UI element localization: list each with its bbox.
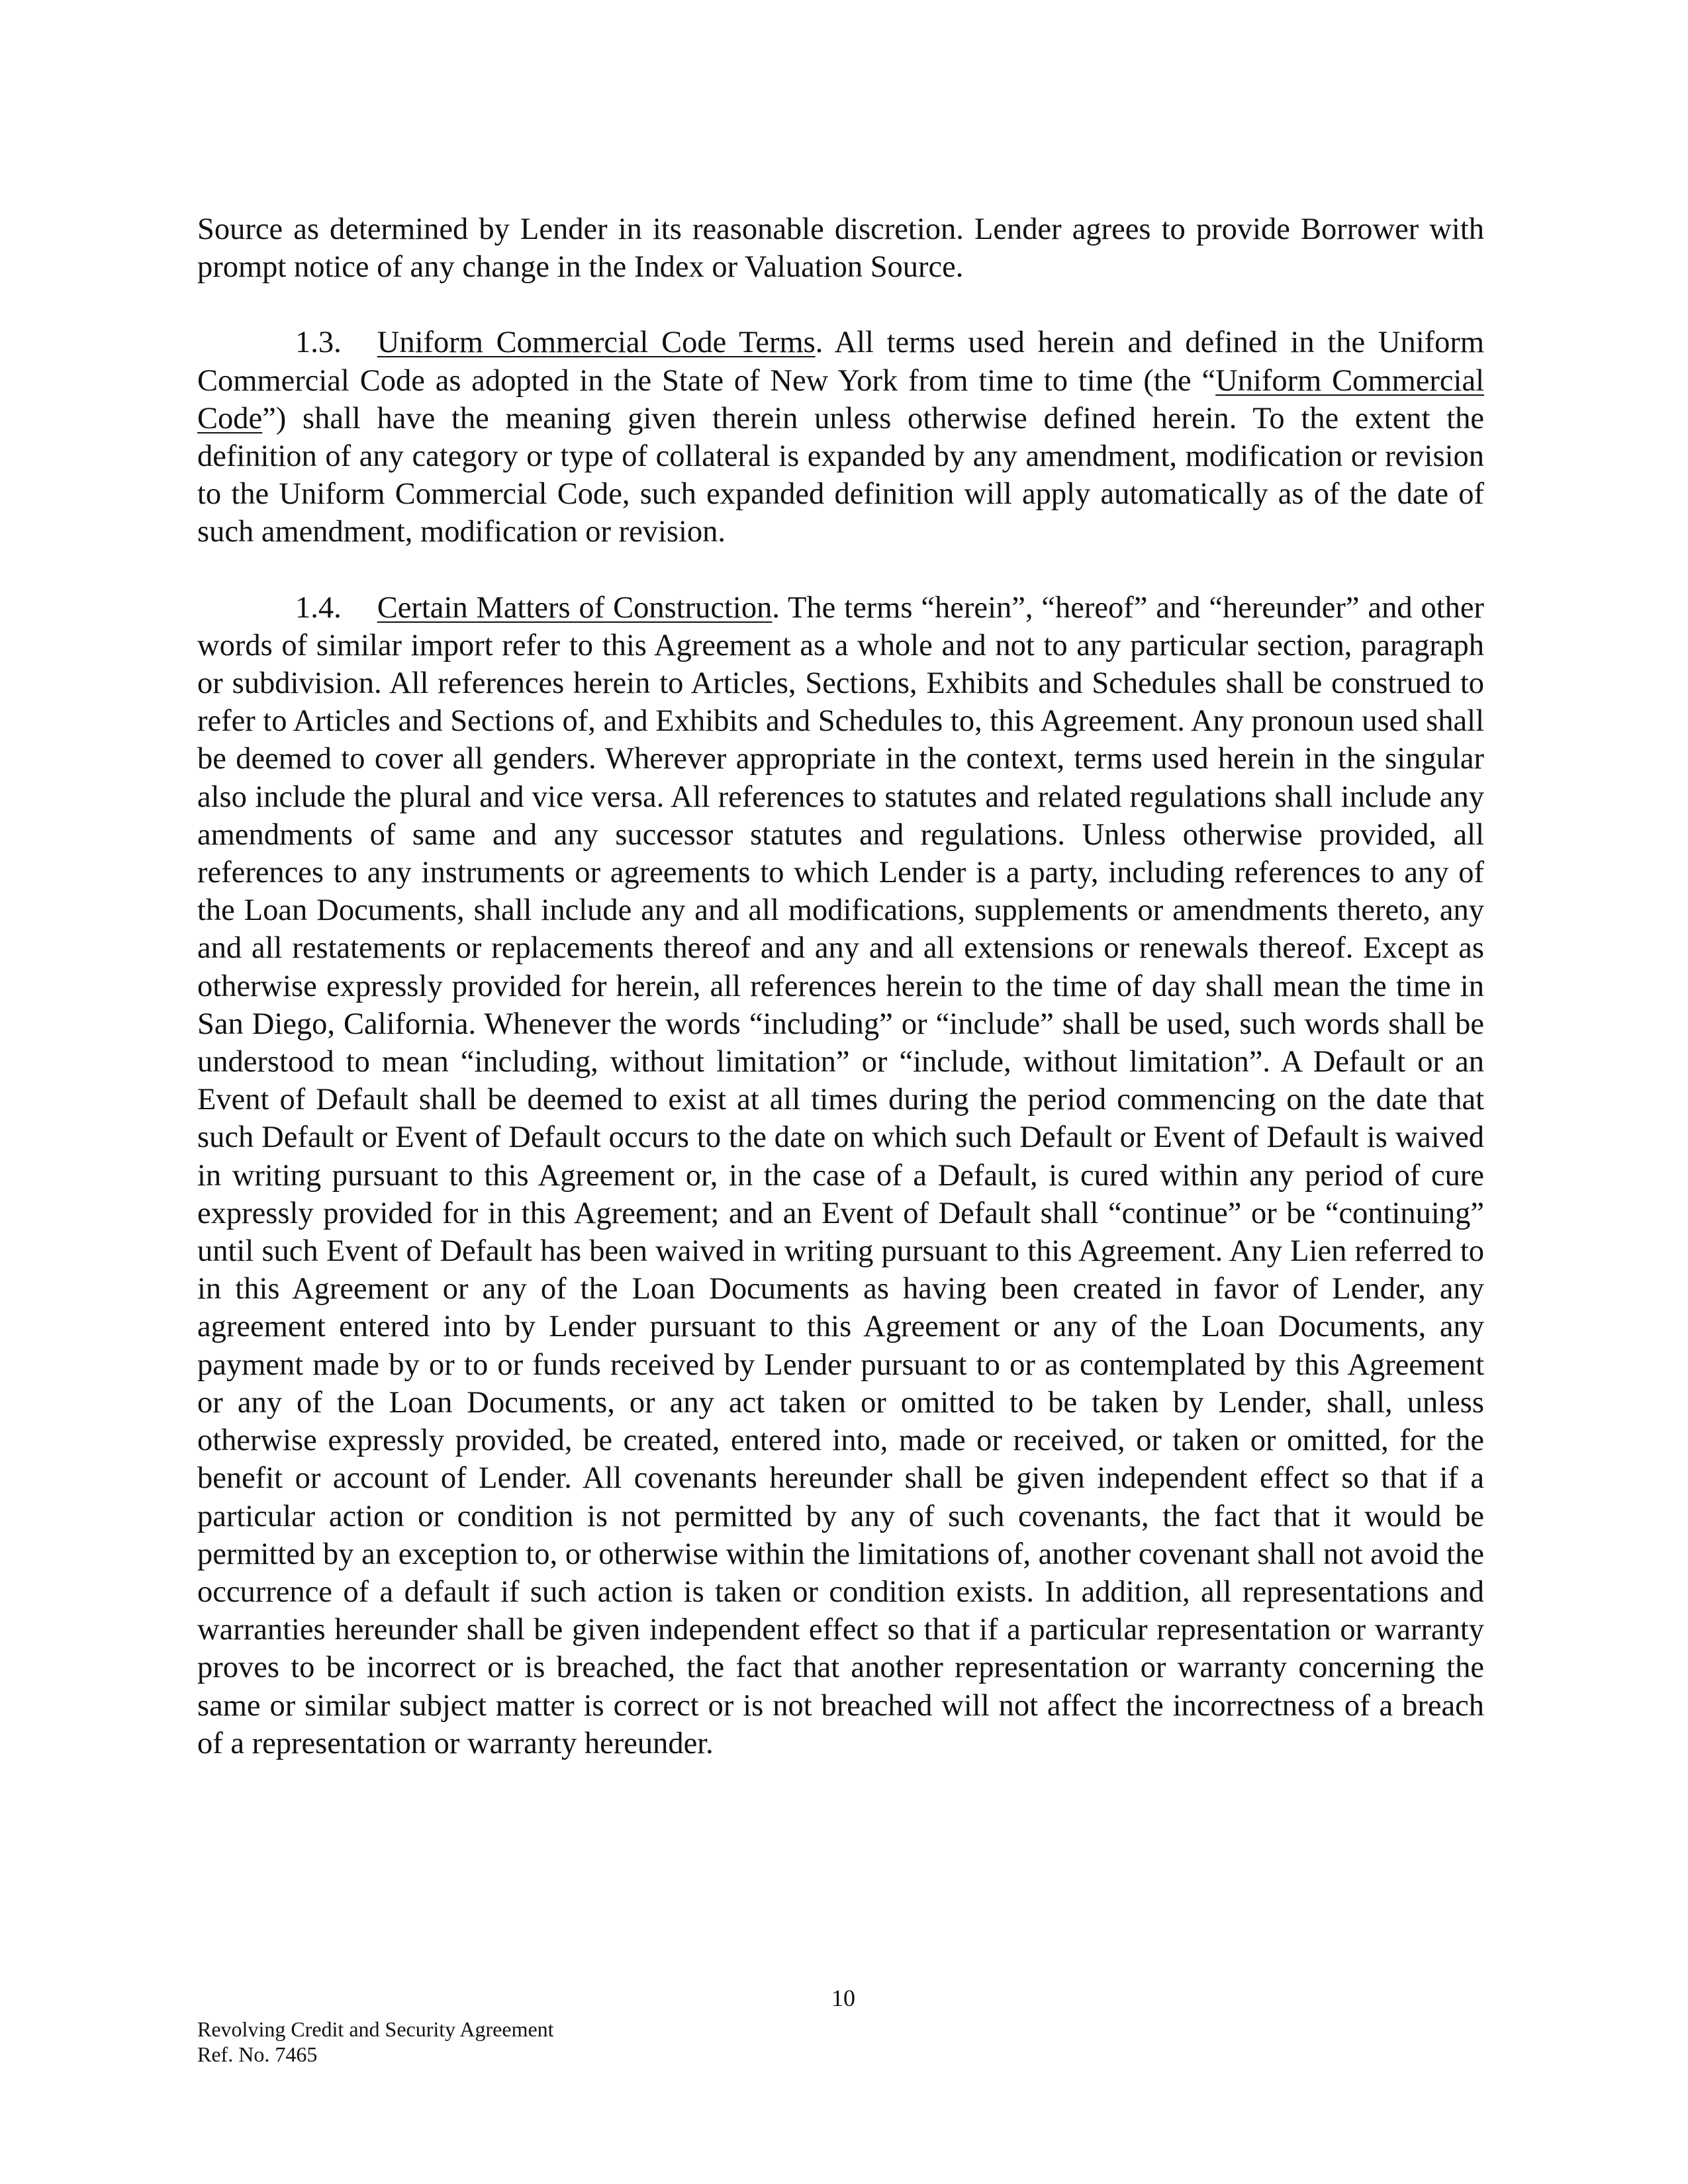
footer (197, 2017, 554, 2067)
footer-reference-number: Ref. No. 7465 (197, 2042, 318, 2066)
section-1-3-text-1: . All terms used herein and defined in the Uniform Commercial Code as adopted in the State of New York from time to time (the “ (197, 326, 1485, 398)
section-1-4-heading: Certain Matters of Construction (377, 590, 773, 625)
section-1-4-paragraph (197, 589, 1484, 1762)
section-1-4-text: . The terms “herein”, “hereof” and “hereunder” and other words of similar import refer to this Agreement as a whole and not to any particular section, paragraph or subdivision. All references herein to Articles, Sections, Exhibits and Schedules shall be construed to refer to Articles and Sections of, and Exhibits and Schedules to, this Agreement. Any pronoun used shall be deemed to cover all genders. Wherever appropriate in the context, terms used herein in the singular also include the plural and vice versa. All references to statutes and related regulations shall include any amendments of same and any successor statutes and regulations. Unless otherwise provided, all references to any instruments or agreements to which Lender is a party, including references to any of the Loan Documents, shall include any and all modifications, supplements or amendments thereto, any and all restatements or replacements thereof and any and all extensions or renewals thereof. Except as otherwise expressly provided for herein, all references herein to the time of day shall mean the time in San Diego, California. Whenever the words “including” or “include” shall be used, such words shall be understood to mean “including, without limitation” or “include, without limitation”. A Default or an Event of Default shall be deemed to exist at all times during the period commencing on the date that such Default or Event of Default occurs to the date on which such Default or Event of Default is waived in writing pursuant to this Agreement or, in the case of a Default, is cured within any period of cure expressly provided for in this Agreement; and an Event of Default shall “continue” or be “continuing” until such Event of Default has been waived in writing pursuant to this Agreement. Any Lien referred to in this Agreement or any of the Loan Documents as having been created in favor of Lender, any agreement entered into by Lender pursuant to this Agreement or any of the Loan Documents, any payment made by or to or funds received by Lender pursuant to or as contemplated by this Agreement or any of the Loan Documents, or any act taken or omitted to be taken by Lender, shall, unless otherwise expressly provided, be created, entered into, made or received, or taken or omitted, for the benefit or account of Lender. All covenants hereunder shall be given independent effect so that if a particular action or condition is not permitted by any of such covenants, the fact that it would be permitted by an exception to, or otherwise within the limitations of, another covenant shall not avoid the occurrence of a default if such action is taken or condition exists. In addition, all representations and warranties hereunder shall be given independent effect so that if a particular representation or warranty proves to be incorrect or is breached, the fact that another representation or warranty concerning the same or similar subject matter is correct or is not breached will not affect the incorrectness of a breach of a representation or warranty hereunder. (197, 590, 1485, 1760)
section-1-3-heading: Uniform Commercial Code Terms (377, 326, 816, 360)
section-1-3-number: 1.3. (295, 326, 342, 360)
intro-paragraph: Source as determined by Lender in its reasonable discretion. Lender agrees to provide Borrower with prompt notice of any change in the Index or Valuation Source. (197, 212, 1484, 285)
section-1-3-text-2: ”) shall have the meaning given therein unless otherwise defined herein. To the extent the definition of any category or type of collateral is expanded by any amendment, modification or revision to the Uniform Commercial Code, such expanded definition will apply automatically as of the date of such amendment, modification or revision. (197, 401, 1484, 549)
section-1-3-defined-term: Uniform Commercial Code (197, 363, 1485, 435)
footer-document-title: Revolving Credit and Security Agreement (197, 2017, 554, 2041)
section-1-4-number: 1.4. (295, 590, 342, 625)
section-1-3-paragraph (197, 324, 1484, 551)
page-number: 10 (831, 1985, 855, 2011)
document-body (197, 210, 1484, 1762)
